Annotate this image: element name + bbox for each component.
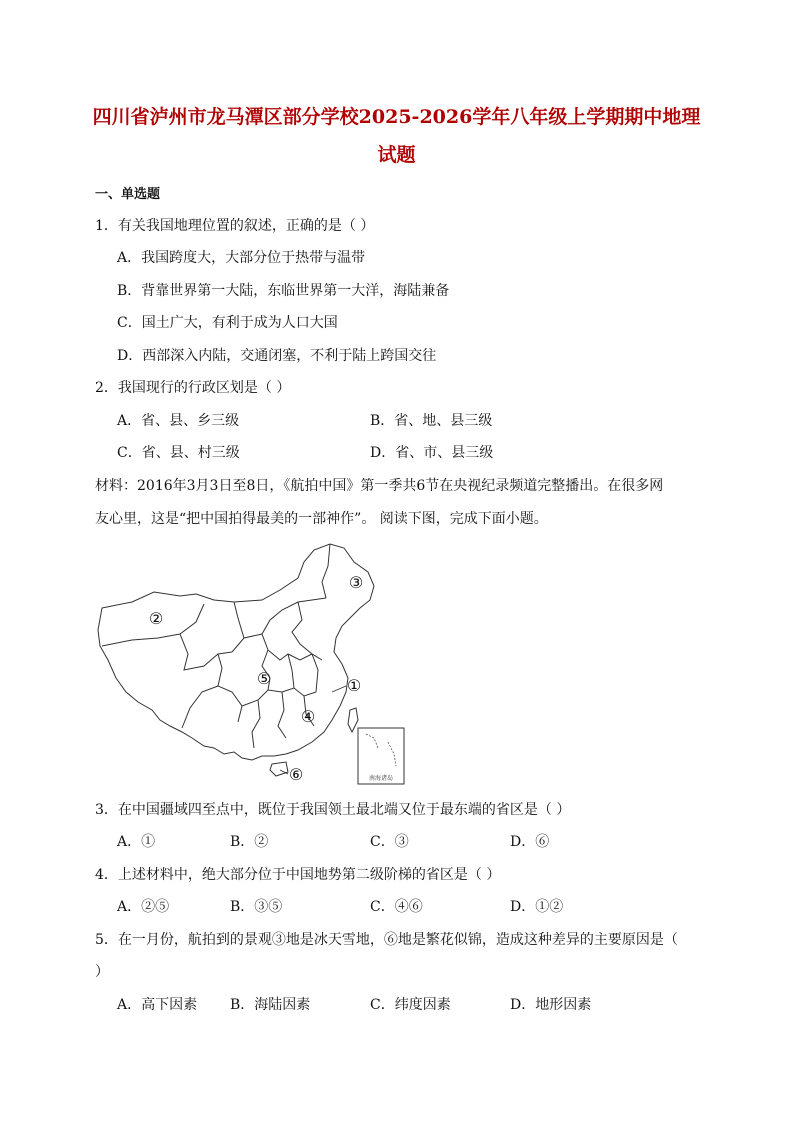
question-3-option-c[interactable]: C．③: [370, 834, 409, 850]
question-5-option-a[interactable]: A．高下因素: [117, 997, 198, 1013]
map-label-2: ②: [148, 609, 164, 628]
question-1-option-b[interactable]: B．背靠世界第一大陆，东临世界第一大洋，海陆兼备: [117, 283, 450, 299]
question-4-option-d[interactable]: D．①②: [510, 899, 564, 915]
title-line-1: 四川省泸州市龙马潭区部分学校2025-2026学年八年级上学期期中地理: [92, 106, 701, 128]
question-5-option-b[interactable]: B．海陆因素: [230, 997, 311, 1013]
section-heading: 一、单选题: [95, 187, 161, 202]
question-2-option-a[interactable]: A．省、县、乡三级: [117, 413, 240, 429]
document-title: [80, 98, 713, 174]
question-1-option-d[interactable]: D．西部深入内陆，交通闭塞，不利于陆上跨国交往: [117, 348, 437, 364]
question-3-option-d[interactable]: D．⑥: [510, 834, 550, 850]
question-4-option-a[interactable]: A．②⑤: [117, 899, 170, 915]
question-1-stem: 1．有关我国地理位置的叙述，正确的是（ ）: [95, 218, 375, 234]
china-map-image: [92, 542, 412, 788]
question-3-option-a[interactable]: A．①: [117, 834, 156, 850]
inset-label: 南海诸岛: [368, 775, 394, 782]
question-5-option-d[interactable]: D．地形因素: [510, 997, 592, 1013]
question-2-option-d[interactable]: D．省、市、县三级: [370, 445, 494, 461]
question-3-option-b[interactable]: B．②: [230, 834, 269, 850]
map-label-4: ④: [300, 707, 316, 726]
map-label-3: ③: [348, 573, 364, 592]
material-line-1: 材料：2016年3月3日至8日，《航拍中国》第一季共6节在央视纪录频道完整播出。在很多网: [95, 478, 664, 494]
question-3-stem: 3．在中国疆域四至点中，既位于我国领土最北端又位于最东端的省区是（ ）: [95, 802, 571, 818]
question-2-stem: 2．我国现行的行政区划是（ ）: [95, 380, 291, 396]
question-1-option-c[interactable]: C．国土广大，有利于成为人口大国: [117, 315, 338, 331]
question-5-stem-line-1: 5．在一月份，航拍到的景观③地是冰天雪地，⑥地是繁花似锦，造成这种差异的主要原因是（: [95, 932, 678, 948]
title-line-2: 试题: [377, 144, 416, 166]
material-line-2: 友心里，这是“把中国拍得最美的一部神作”。 阅读下图，完成下面小题。: [95, 511, 548, 527]
map-label-5: ⑤: [256, 669, 272, 688]
question-5-stem-line-2: ）: [95, 964, 109, 980]
question-4-option-b[interactable]: B．③⑤: [230, 899, 283, 915]
question-2-option-b[interactable]: B．省、地、县三级: [370, 413, 493, 429]
south-china-sea-inset: [358, 728, 404, 784]
question-4-stem: 4．上述材料中，绝大部分位于中国地势第二级阶梯的省区是（ ）: [95, 867, 501, 883]
map-label-1: ①: [346, 676, 362, 695]
question-4-option-c[interactable]: C．④⑥: [370, 899, 423, 915]
map-label-6: ⑥: [288, 765, 304, 784]
china-map-figure: [92, 542, 412, 788]
question-5-option-c[interactable]: C．纬度因素: [370, 997, 451, 1013]
question-1-option-a[interactable]: A．我国跨度大，大部分位于热带与温带: [117, 250, 366, 266]
question-2-option-c[interactable]: C．省、县、村三级: [117, 445, 240, 461]
